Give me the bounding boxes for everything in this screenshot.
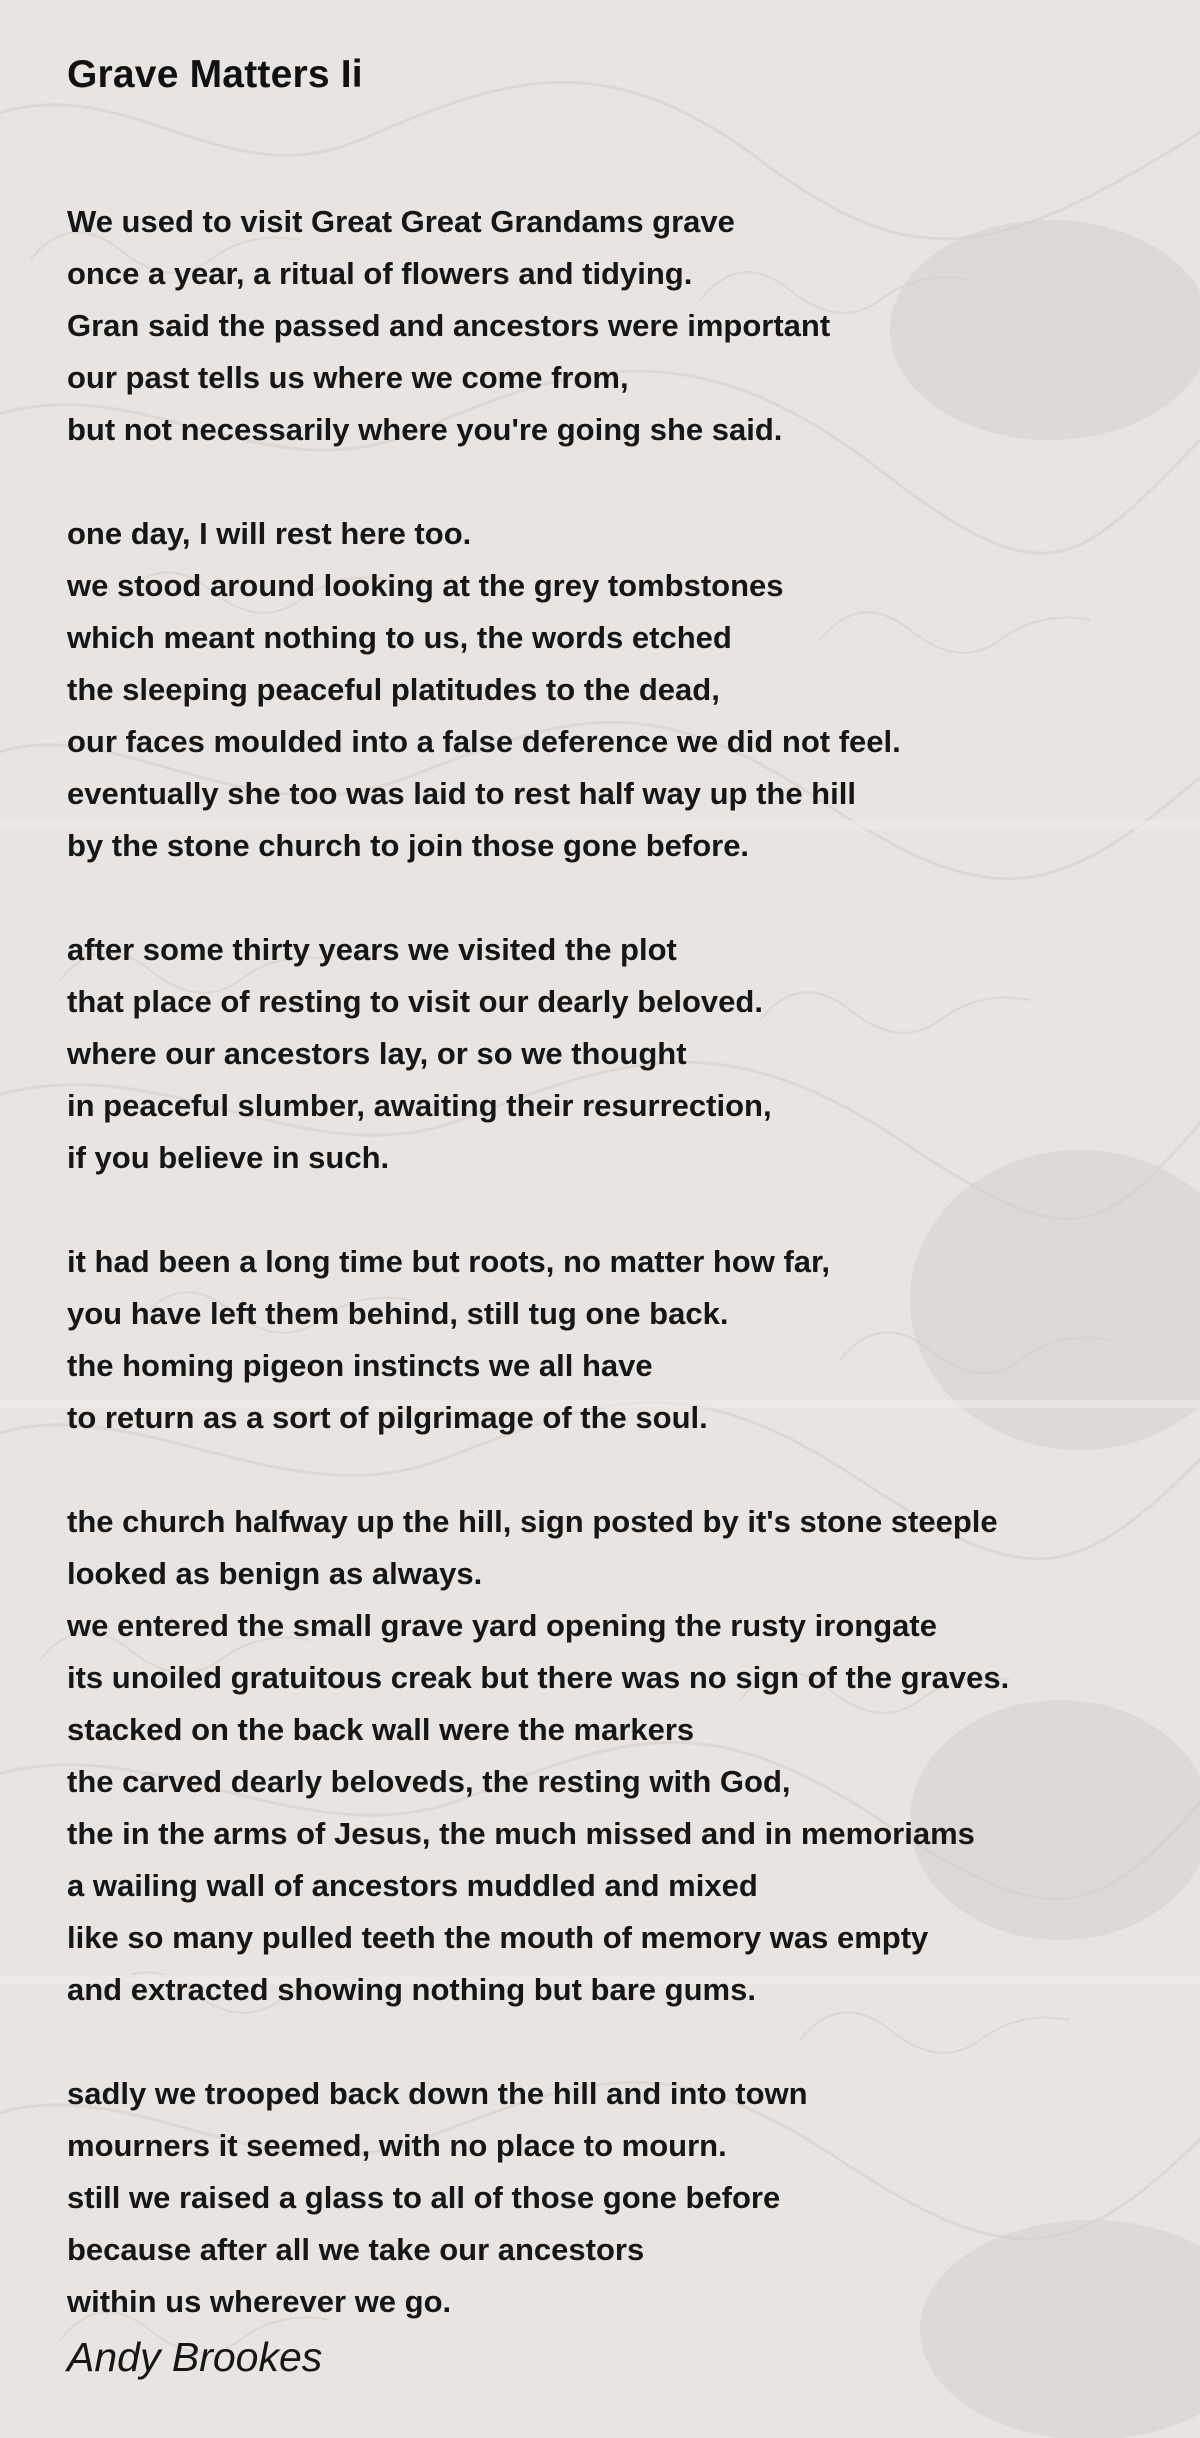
poem-line: a wailing wall of ancestors muddled and mixed (67, 1868, 758, 1903)
poem-line: the church halfway up the hill, sign posted by it's stone steeple (67, 1504, 998, 1539)
poem-line: once a year, a ritual of flowers and tidying. (67, 256, 693, 291)
poem-line: the carved dearly beloveds, the resting with God, (67, 1764, 791, 1799)
poem-line: one day, I will rest here too. (67, 516, 472, 551)
poem-line: stacked on the back wall were the markers (67, 1712, 695, 1747)
poem-body (67, 196, 1167, 2328)
stanza (67, 196, 1167, 456)
poem-line: within us wherever we go. (67, 2284, 452, 2319)
poem-line: still we raised a glass to all of those gone before (67, 2180, 781, 2215)
poem-line: after some thirty years we visited the plot (67, 932, 677, 967)
poem-line: to return as a sort of pilgrimage of the soul. (67, 1400, 708, 1435)
poem-line: it had been a long time but roots, no matter how far, (67, 1244, 830, 1279)
poem-line: which meant nothing to us, the words etched (67, 620, 732, 655)
poem-line: where our ancestors lay, or so we thought (67, 1036, 687, 1071)
poem-line: if you believe in such. (67, 1140, 390, 1175)
stanza (67, 924, 1167, 1184)
stanza (67, 1496, 1167, 2016)
poem-line: in peaceful slumber, awaiting their resurrection, (67, 1088, 772, 1123)
stanza (67, 508, 1167, 872)
poem-line: the homing pigeon instincts we all have (67, 1348, 653, 1383)
poem-line: the sleeping peaceful platitudes to the dead, (67, 672, 720, 707)
poem-line: that place of resting to visit our dearly beloved. (67, 984, 763, 1019)
poem-line: but not necessarily where you're going she said. (67, 412, 783, 447)
poem-line: its unoiled gratuitous creak but there was no sign of the graves. (67, 1660, 1010, 1695)
poem-line: by the stone church to join those gone before. (67, 828, 750, 863)
poem-line: our past tells us where we come from, (67, 360, 629, 395)
poem-line: looked as benign as always. (67, 1556, 483, 1591)
poem-author: Andy Brookes (67, 2334, 323, 2380)
poem-line: our faces moulded into a false deference we did not feel. (67, 724, 901, 759)
poem-line: because after all we take our ancestors (67, 2232, 645, 2267)
poem-line: we stood around looking at the grey tombstones (67, 568, 784, 603)
poem-line: the in the arms of Jesus, the much missed and in memoriams (67, 1816, 975, 1851)
poem-line: you have left them behind, still tug one back. (67, 1296, 729, 1331)
poem-line: we entered the small grave yard opening the rusty irongate (67, 1608, 937, 1643)
poem-line: eventually she too was laid to rest half way up the hill (67, 776, 856, 811)
poem-line: mourners it seemed, with no place to mourn. (67, 2128, 727, 2163)
poem-line: Gran said the passed and ancestors were important (67, 308, 831, 343)
stanza (67, 2068, 1167, 2328)
poem-title: Grave Matters Ii (67, 53, 363, 96)
stanza (67, 1236, 1167, 1444)
poem-line: We used to visit Great Great Grandams grave (67, 204, 735, 239)
poem-line: sadly we trooped back down the hill and into town (67, 2076, 808, 2111)
poem-line: like so many pulled teeth the mouth of memory was empty (67, 1920, 929, 1955)
poem-line: and extracted showing nothing but bare gums. (67, 1972, 756, 2007)
